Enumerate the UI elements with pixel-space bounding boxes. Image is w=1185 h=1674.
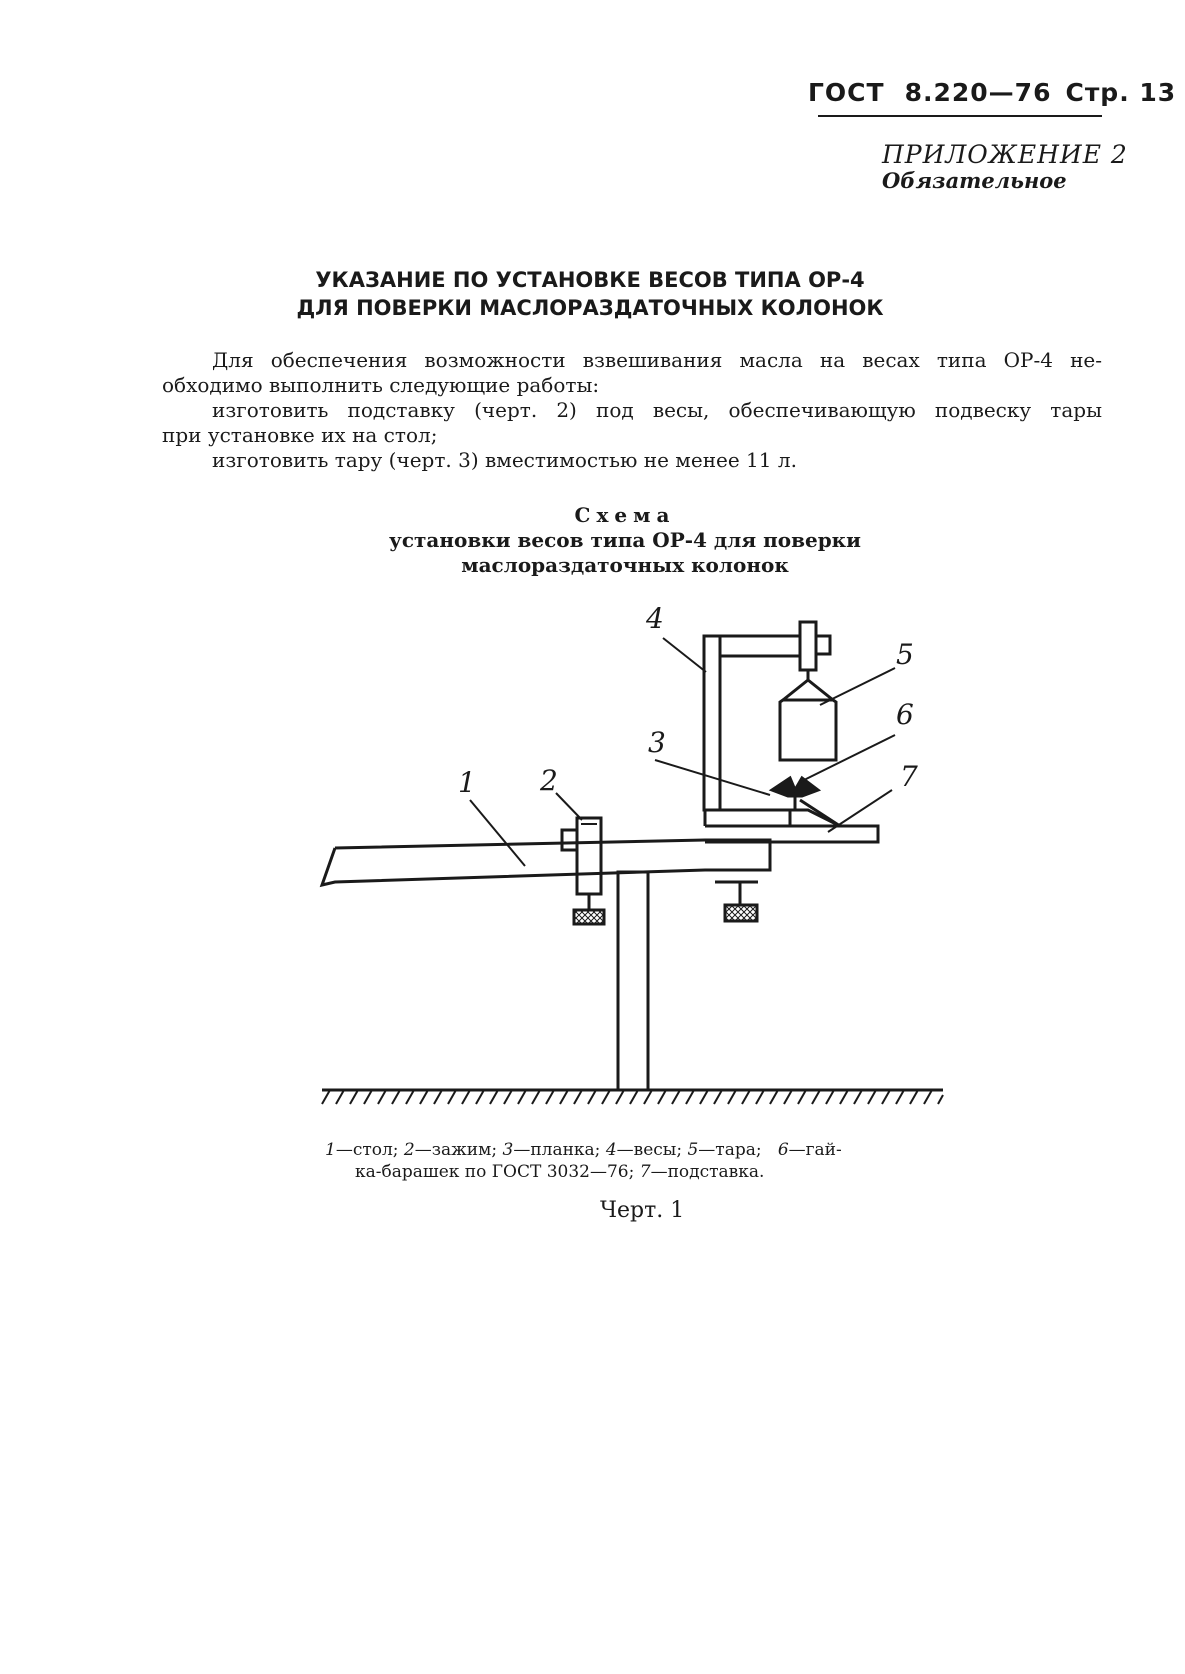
- legend-line-1: [325, 1140, 945, 1160]
- tare: [780, 700, 836, 760]
- legend-num-3: 3: [502, 1140, 514, 1160]
- doc-title-line2: ДЛЯ ПОВЕРКИ МАСЛОРАЗДАТОЧНЫХ КОЛОНОК: [296, 296, 884, 320]
- clamp-body: [577, 818, 601, 894]
- scheme-title: Схема: [574, 503, 676, 527]
- legend-line-2: [355, 1162, 975, 1182]
- legend-num-2: 2: [403, 1140, 415, 1160]
- legend-text-3: —планка;: [513, 1140, 601, 1160]
- clamp-jaw: [562, 830, 577, 850]
- table-top: [322, 840, 770, 885]
- legend-text-5: —тара;: [698, 1140, 762, 1160]
- legend-num-7: 7: [639, 1162, 651, 1182]
- header-page: Стр. 13: [1065, 78, 1177, 107]
- body-line-3: изготовить подставку (черт. 2) под весы, обеспечивающую подвеску тары: [212, 398, 1102, 422]
- diagram-label-6: 6: [896, 698, 914, 731]
- body-line-5: изготовить тару (черт. 3) вместимостью не менее 11 л.: [212, 448, 797, 472]
- foot-screw-left: [574, 910, 604, 924]
- legend-text-6b: ка-барашек по ГОСТ 3032—76;: [355, 1162, 635, 1182]
- doc-title-line1: УКАЗАНИЕ ПО УСТАНОВКЕ ВЕСОВ ТИПА ОР-4: [315, 268, 865, 292]
- scales-head: [800, 622, 816, 670]
- diagram-label-4: 4: [646, 602, 664, 635]
- body-line-4: при установке их на стол;: [162, 423, 438, 447]
- legend-num-1: 1: [325, 1140, 336, 1160]
- scheme-line-1: установки весов типа ОР-4 для поверки: [389, 528, 861, 552]
- diagram-label-2: 2: [540, 764, 558, 797]
- scales-arm: [720, 636, 800, 656]
- appendix-note: Обязательное: [882, 168, 1067, 193]
- legend-text-6: —гай-: [788, 1140, 842, 1160]
- diagram-label-5: 5: [896, 638, 914, 671]
- body-line-2: обходимо выполнить следующие работы:: [162, 373, 600, 397]
- diagram-label-7: 7: [900, 760, 918, 793]
- diagram-label-1: 1: [458, 766, 476, 799]
- scales-column: [704, 636, 720, 810]
- legend-text-4: —весы;: [616, 1140, 683, 1160]
- table-leg: [618, 872, 648, 1090]
- wing-nut: [772, 778, 818, 796]
- tare-hanger: [783, 680, 833, 700]
- legend-num-5: 5: [687, 1140, 699, 1160]
- legend-text-7: —подставка.: [650, 1162, 765, 1182]
- foot-screw-right: [725, 905, 757, 921]
- scales-knob: [816, 636, 830, 654]
- figure-label: Черт. 1: [600, 1198, 685, 1223]
- legend-num-4: 4: [605, 1140, 617, 1160]
- body-line-1: Для обеспечения возможности взвешивания масла на весах типа ОР-4 не-: [212, 348, 1102, 372]
- appendix-title: ПРИЛОЖЕНИЕ 2: [882, 140, 1128, 169]
- header-number: 8.220—76: [904, 78, 1052, 107]
- legend-text-2: —зажим;: [414, 1140, 498, 1160]
- scheme-line-2: маслораздаточных колонок: [461, 553, 789, 577]
- legend-text-1: —стол;: [335, 1140, 399, 1160]
- ground-hatching: [322, 1090, 943, 1104]
- diagram-label-3: 3: [648, 726, 666, 759]
- legend-num-6: 6: [777, 1140, 789, 1160]
- header-gost: ГОСТ: [808, 78, 885, 107]
